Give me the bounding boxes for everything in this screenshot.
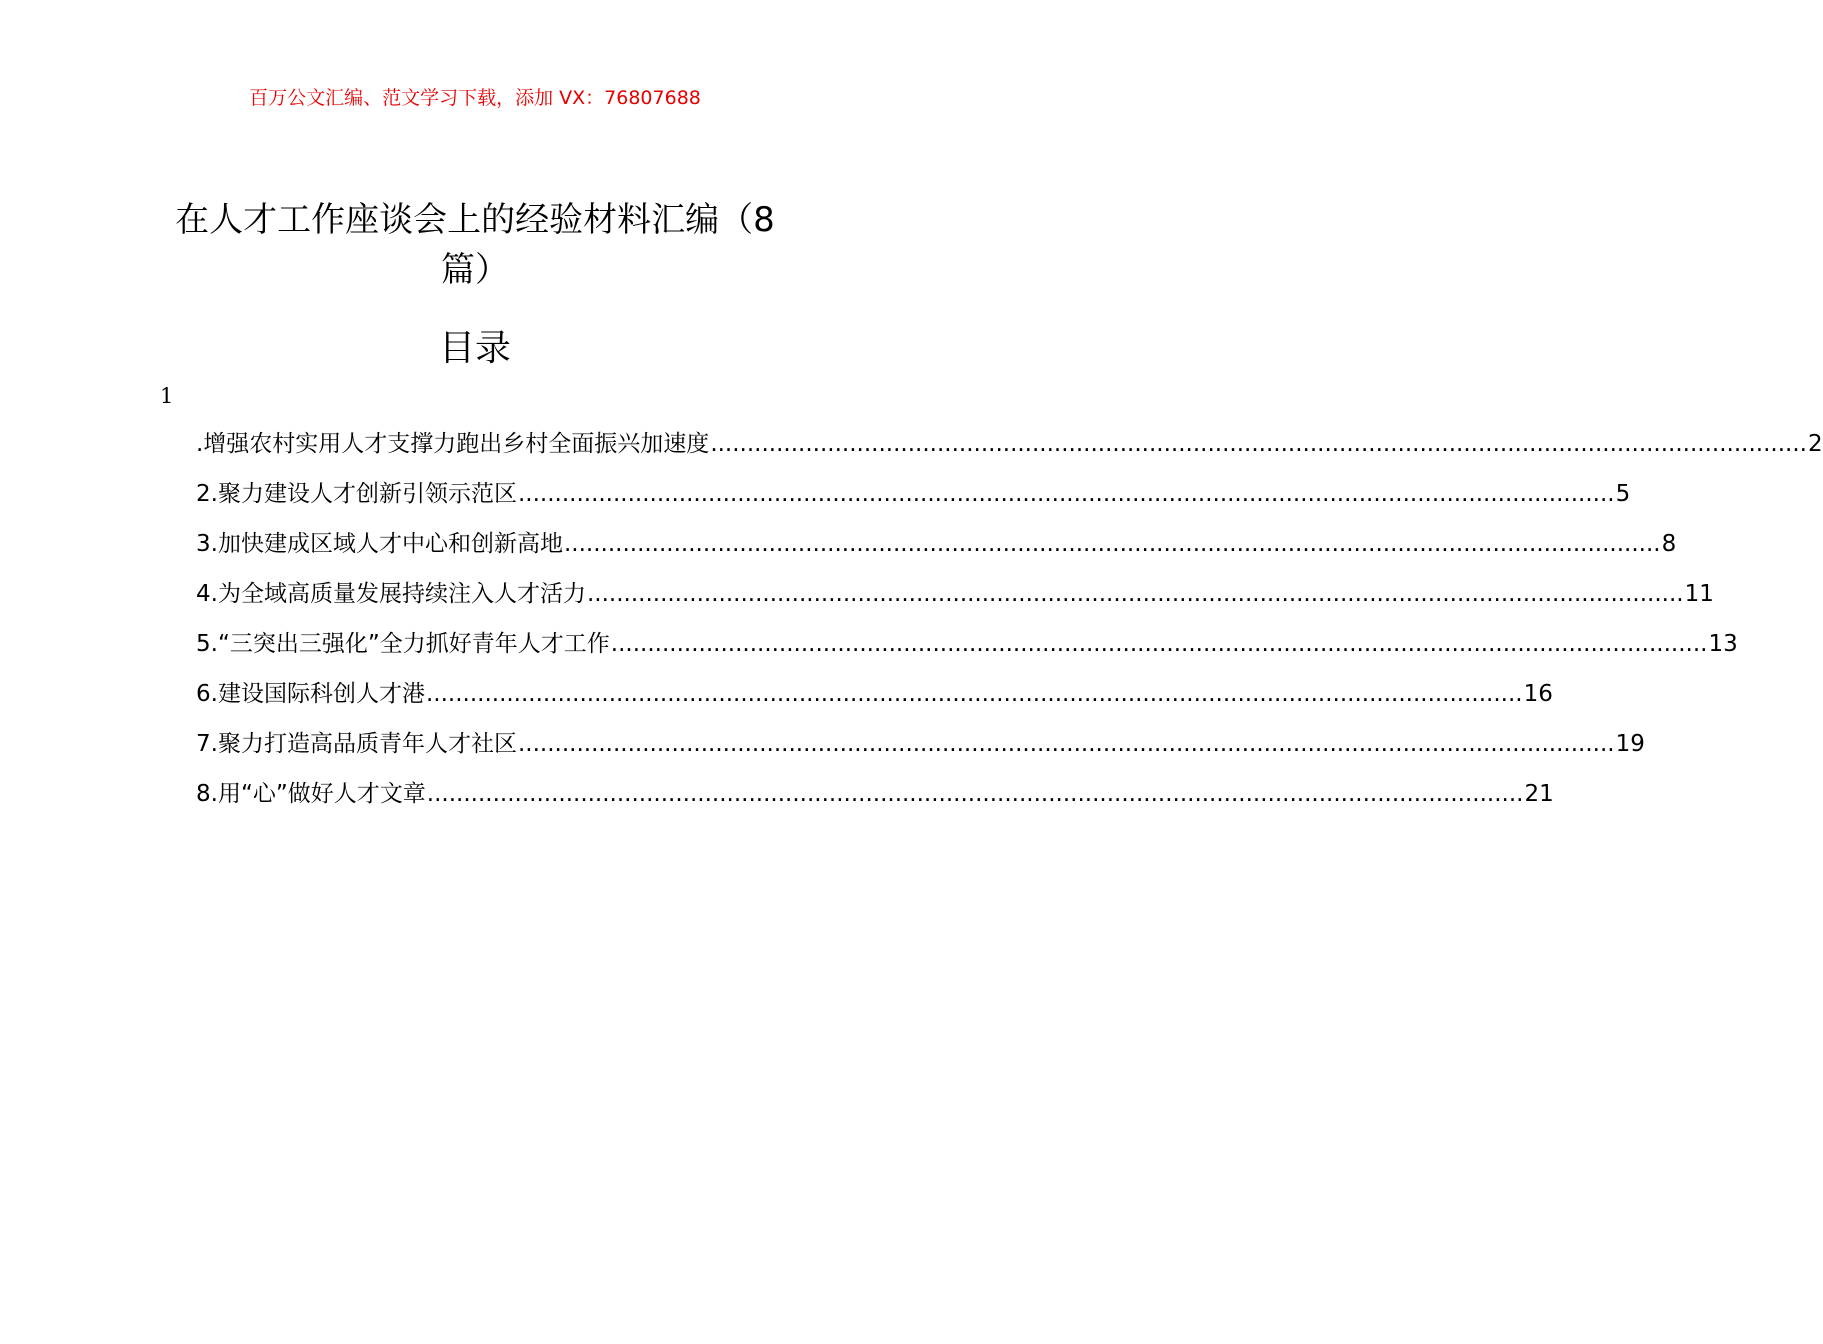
- toc-item-title: 7.聚力打造高品质青年人才社区: [196, 731, 517, 757]
- document-title: 在人才工作座谈会上的经验材料汇编（8篇）: [175, 199, 775, 290]
- toc-item-page: 13: [1708, 631, 1738, 657]
- toc-leader-dots: [427, 769, 1524, 819]
- toc-item-title: 4.为全域高质量发展持续注入人才活力: [196, 581, 586, 607]
- toc-item-page: 16: [1523, 681, 1553, 707]
- toc-leader-dots: [564, 519, 1661, 569]
- toc-item-page: 2: [1807, 431, 1823, 457]
- toc-item-page: 5: [1615, 481, 1631, 507]
- toc-item[interactable]: [196, 519, 1677, 569]
- toc-item-page: 21: [1524, 781, 1554, 807]
- table-of-contents: [196, 419, 1823, 819]
- toc-item-page: 19: [1615, 731, 1645, 757]
- toc-item-title: 3.加快建成区域人才中心和创新高地: [196, 531, 563, 557]
- toc-leader-dots: [611, 619, 1708, 669]
- toc-item[interactable]: [196, 469, 1631, 519]
- toc-leader-dots: [710, 419, 1807, 469]
- toc-leader-dots: [426, 669, 1523, 719]
- toc-item[interactable]: [196, 719, 1645, 769]
- header-note: 百万公文汇编、范文学习下载，添加 VX：76807688: [249, 87, 701, 109]
- toc-leader-dots: [587, 569, 1684, 619]
- toc-item[interactable]: [196, 769, 1554, 819]
- toc-item-page: 11: [1684, 581, 1714, 607]
- toc-leader-dots: [518, 469, 1615, 519]
- toc-item-title: 8.用“心”做好人才文章: [196, 781, 426, 807]
- toc-item[interactable]: [196, 569, 1714, 619]
- toc-item[interactable]: [196, 669, 1553, 719]
- toc-item-title: 6.建设国际科创人才港: [196, 681, 425, 707]
- toc-item[interactable]: [196, 619, 1738, 669]
- toc-item-page: 8: [1661, 531, 1677, 557]
- toc-item-title: 5.“三突出三强化”全力抓好青年人才工作: [196, 631, 610, 657]
- toc-leader-dots: [518, 719, 1615, 769]
- toc-item[interactable]: [196, 419, 1823, 469]
- toc-heading: 目录: [438, 328, 511, 369]
- toc-item-title: 2.聚力建设人才创新引领示范区: [196, 481, 517, 507]
- toc-item-title: .增强农村实用人才支撑力跑出乡村全面振兴加速度: [196, 431, 710, 457]
- toc-number-fragment: 1: [160, 384, 174, 408]
